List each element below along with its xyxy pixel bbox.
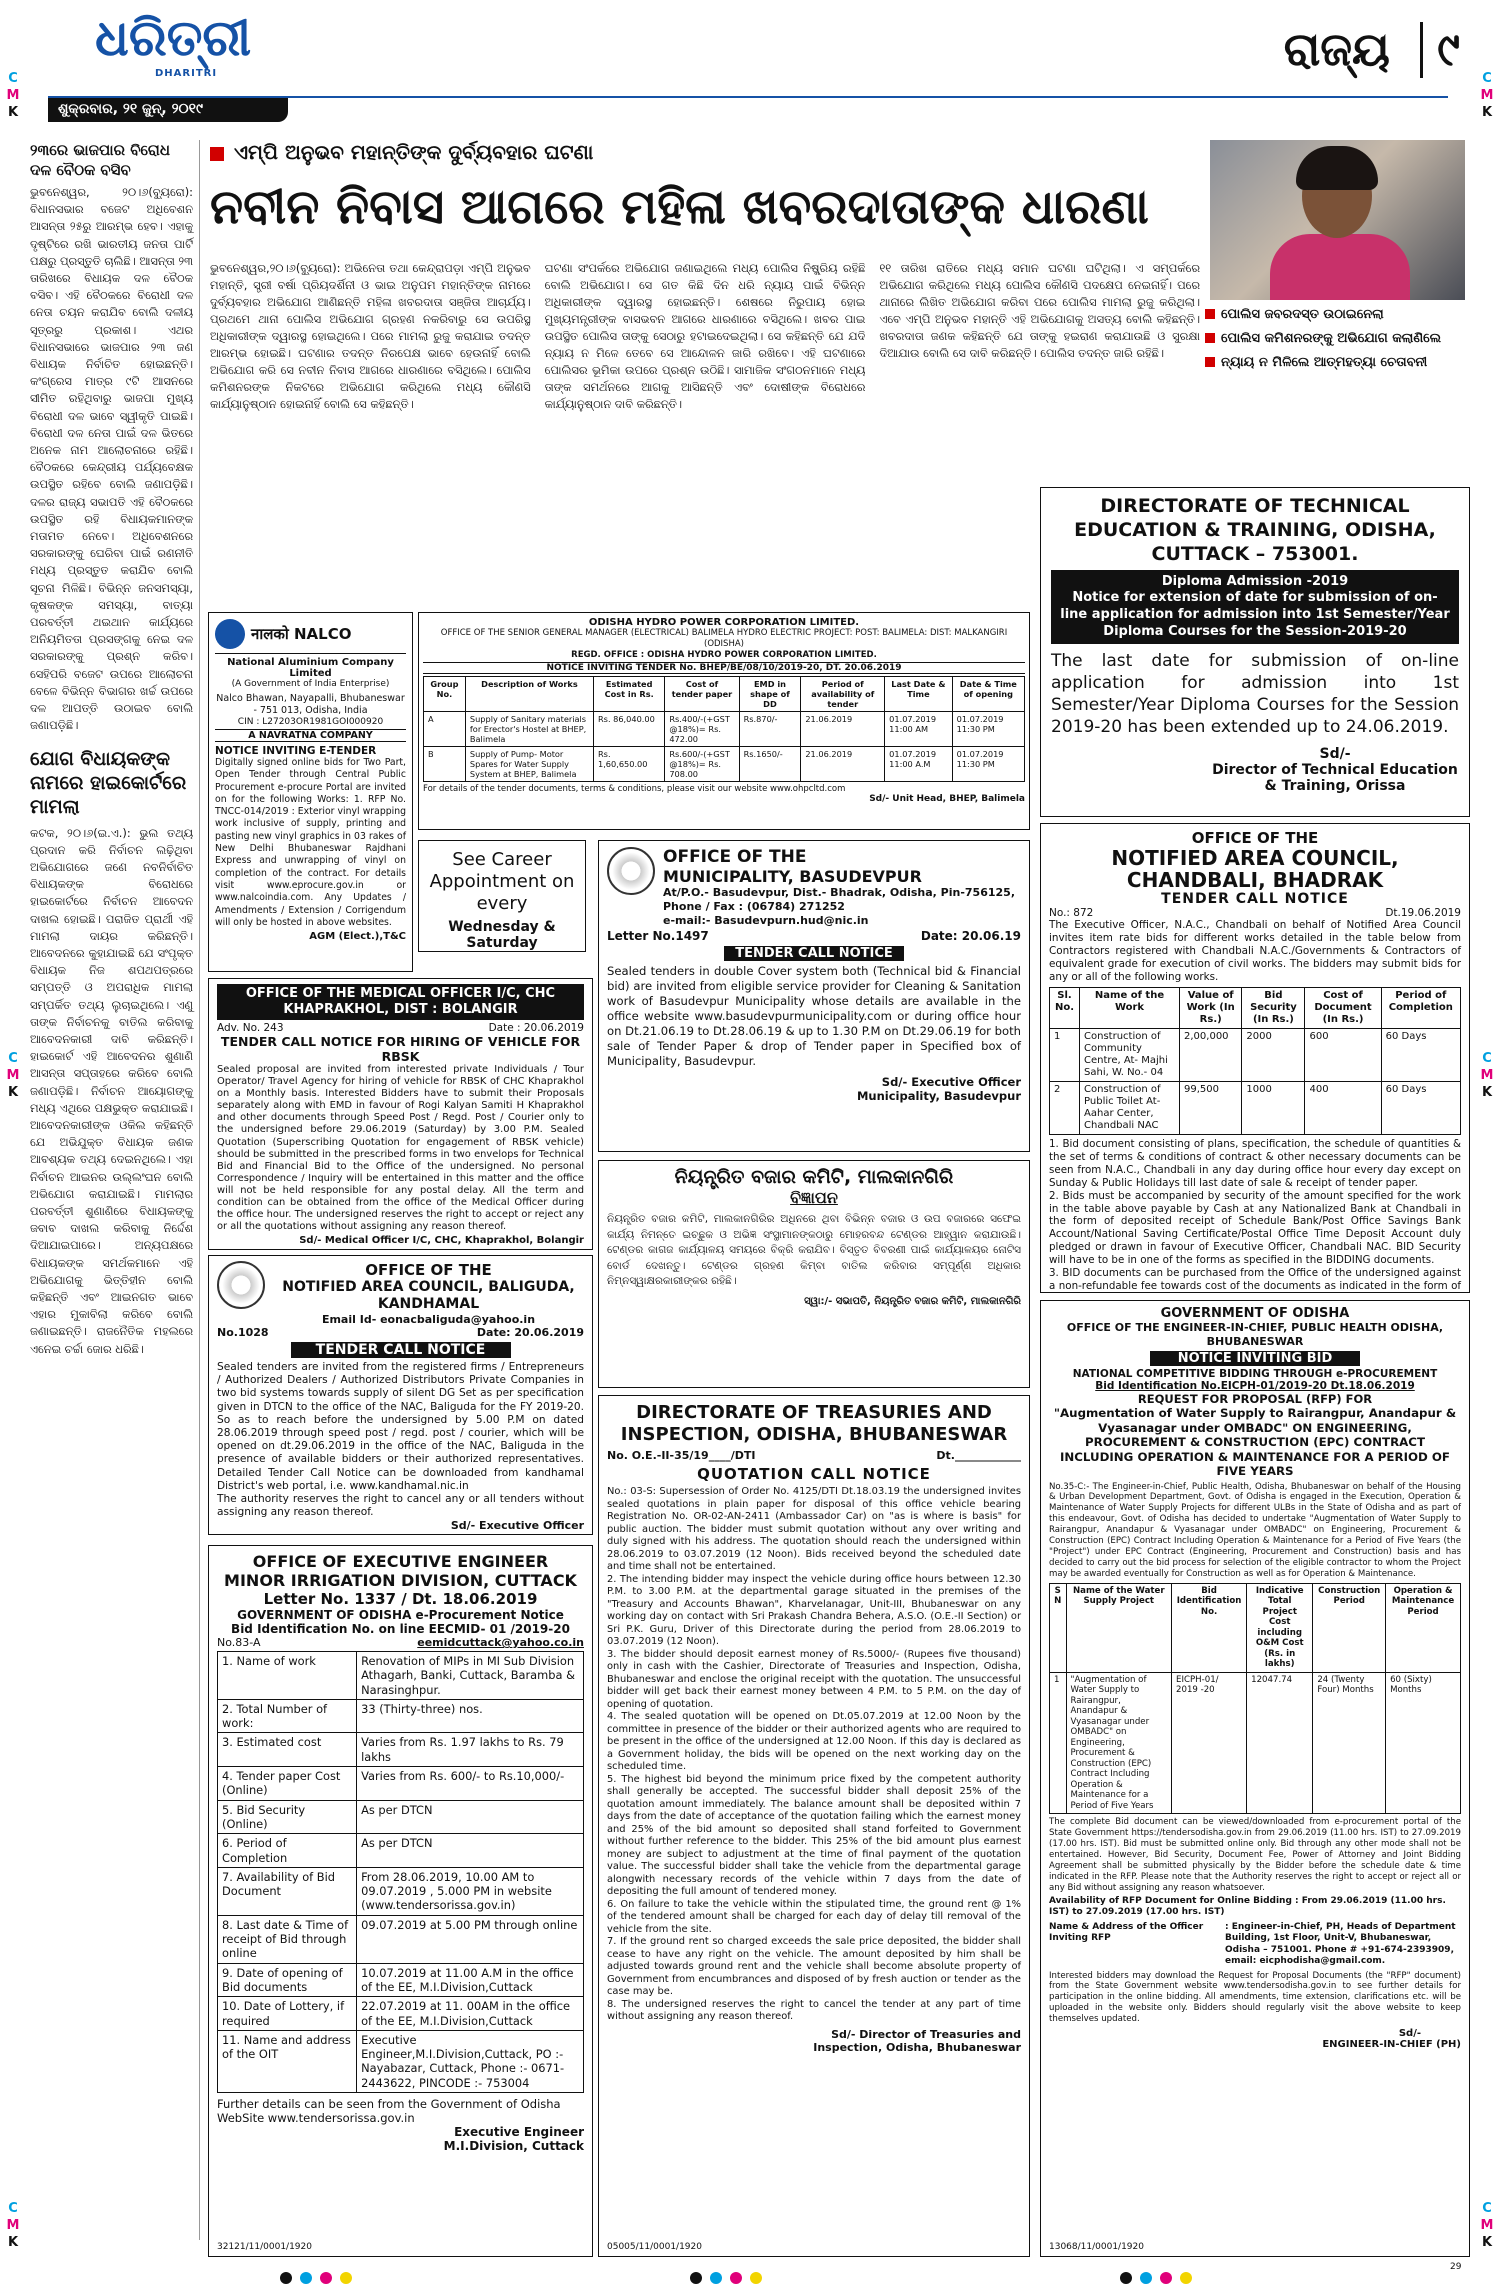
registration-mark: C M K	[1480, 1051, 1494, 1100]
phe-rfp: REQUEST FOR PROPOSAL (RFP) FOR	[1137, 1392, 1373, 1406]
treasury-dt: Dt.____________	[936, 1449, 1021, 1462]
table-cell: 4. Tender paper Cost (Online)	[218, 1767, 357, 1801]
highlight-item: ପୋଲିସ କମିଶନରଙ୍କୁ ଅଭିଯୋଗ କଲାଣିଲେ	[1205, 329, 1470, 348]
table-header-cell: Cost of Document (In Rs.)	[1305, 988, 1381, 1029]
treasury-reg: 05005/11/0001/1920	[607, 2242, 702, 2252]
table-header-cell: Description of Works	[465, 677, 593, 712]
khaprakhol-title: OFFICE OF THE MEDICAL OFFICER I/C, CHC KHAPRAKHOL, DIST : BOLANGIR	[217, 984, 584, 1020]
table-cell: 11. Name and address of the OIT	[218, 2030, 357, 2092]
registration-mark: C M K	[6, 2201, 20, 2250]
khaprakhol-body: Sealed proposal are invited from interested private Individuals / Tour Operator/ Travel Agency for hiring of vehicle for RBSK of CHC Khaprakhol on a Monthly basis. Interested Bidders have to submit their Proposals separately along with EMD in favour of Rogi Kalyan Samiti H Khaprakhol and other documents through Speed Post / Regd. Post / Courier only to the undersigned before 29.06.2019 (Saturday) by 3.00 P.M. Sealed Quotation (Superscribing Quotation for engagement of RBSK vehicle) should be submitted in the prescribed forms in two envelops for Technical Bid and Financial Bid to the Office of the undersigned. No personal Correspondence / Inquiry will be entertained in this matter and the office will not be held responsible for any postal delay. All the term and condition can be obtained from the office of the Medical Officer during the office hour. The undersigned reserves the right to accept or reject any or all the quotations without assigning any reason thereof.	[217, 1064, 584, 1233]
table-header-cell: Indicative Total Project Cost including O&M Cost (Rs. in lakhs)	[1247, 1583, 1313, 1672]
nac-emblem-icon	[217, 1261, 265, 1309]
phe-body2: The complete Bid document can be viewed/downloaded from e-procurement portal of the State Government https://tendersodisha.gov.in from 29.06.2019 (11.00 hrs. IST) to 27.09.2019 (17.00 hrs. IST). Bid must be submitted online only. Bid through any other mode shall not be entertained. However, Bid Security, Document Fee, Power of Attorney and Joint Bidding Agreement shall be submitted physically by the Bidder before the schedule date & time indicated in the RFP. Please note that the Authority reserves the right to accept or reject all or any Bid without assigning any reason whatsoever.	[1049, 1817, 1461, 1893]
story-column: ଭୁବନେଶ୍ୱର,୨୦।୬(ବ୍ୟୁରୋ): ଅଭିନେତା ତଥା କେନ୍ଦ୍ରାପଡ଼ା ଏମ୍‌ପି ଅନୁଭବ ମହାନ୍ତି, ସ୍ତ୍ରୀ ବର୍ଷା ପ୍ରିୟଦର୍ଶିନୀ ଓ ଭାଇ ଅନୁପମ ମହାନ୍ତିଙ୍କ ନାମରେ ଦୁର୍ବ୍ୟବହାର ଅଭିଯୋଗ ଆଣିଛନ୍ତି ମହିଳା ଖବରଦାତା ସଞ୍ଜିତା ଆଚାର୍ଯ୍ୟ। ପ୍ରଥମେ ଥାନା ପୋଲିସ ଅଭିଯୋଗ ଗ୍ରହଣ ନକରିବାରୁ ସେ ଉପରିସ୍ଥ ଅଧିକାରୀଙ୍କ ଦ୍ୱାରସ୍ଥ ହୋଇଥିଲେ। ପରେ ମାମଲା ରୁଜୁ କରାଯାଇ ତଦନ୍ତ ଆରମ୍ଭ ହୋଇଛି। ଘଟଣାର ତଦନ୍ତ ନିରପେକ୍ଷ ଭାବେ ହେଉନାହିଁ ବୋଲି ଅଭିଯୋଗ କରି ସେ ନବୀନ ନିବାସ ଆଗରେ ଧାରଣାରେ ବସିଥିଲେ। ପୋଲିସ କମିଶନରଙ୍କ ନିକଟରେ ଅଭିଯୋଗ କରିଥିଲେ ମଧ୍ୟ କୌଣସି କାର୍ଯ୍ୟାନୁଷ୍ଠାନ ହୋଇନାହିଁ ବୋଲି ସେ କହିଛନ୍ତି।	[210, 261, 531, 411]
nalco-tender-head: NOTICE INVITING E-TENDER	[215, 745, 377, 757]
mi-table	[217, 1651, 584, 2093]
table-cell: Rs. 1,60,650.00	[593, 747, 664, 782]
phe-table	[1049, 1583, 1461, 1815]
table-row	[218, 1867, 584, 1915]
table-cell: Renovation of MIPs in MI Sub Division Athagarh, Banki, Cuttack, Baramba & Narasinghpur.	[357, 1652, 584, 1700]
table-cell: As per DTCN	[357, 1800, 584, 1834]
table-cell: 01.07.2019 11:30 PM	[952, 747, 1024, 782]
table-header-cell: Bid Security (In Rs.)	[1242, 988, 1305, 1029]
section-name: ରାଜ୍ୟ	[1283, 22, 1390, 76]
table-cell: 1000	[1242, 1082, 1305, 1135]
table-cell: 21.06.2019	[801, 712, 885, 747]
nalco-brand: नालको NALCO	[251, 625, 352, 643]
table-cell: 2	[1050, 1082, 1080, 1135]
basudevpur-email: e-mail:- Basudevpurn.hud@nic.in	[663, 914, 869, 927]
phe-tag: NOTICE INVITING BID	[1150, 1351, 1360, 1366]
table-cell: Rs.400/-(+GST @18%)= Rs. 472.00	[665, 712, 739, 747]
table-cell: 09.07.2019 at 5.00 PM through online	[357, 1915, 584, 1963]
phe-addr-label: Name & Address of the Officer Inviting RFP	[1049, 1921, 1204, 1943]
nalco-cin: CIN : L27203OR1981GOI000920	[237, 717, 384, 727]
table-cell: 7. Availability of Bid Document	[218, 1867, 357, 1915]
phe-reg: 13068/11/0001/1920	[1049, 2242, 1144, 2252]
chandbali-body: The Executive Officer, N.A.C., Chandbali on behalf of Notified Area Council invites item rate bids for different works detailed in the table below from Contractors registered with Chandbali N.A.C./Governments & Contractors of equivalent grade for execution of civil works. The bidders may submit bids for any or all of the following works.	[1049, 919, 1461, 983]
table-header-cell: Period of Completion	[1381, 988, 1460, 1029]
condition-item: 1. Bid document consisting of plans, specification, the schedule of quantities & the set of terms & conditions of contract & other necessary documents can be seen from N.A.C., Chandbali in any day during office hour every day except on Sunday & Public Holidays till last date of sale & receipt of tender paper.	[1049, 1138, 1461, 1189]
table-header-cell: Group No.	[424, 677, 466, 712]
nalco-sub: (A Government of India Enterprise)	[231, 679, 390, 689]
mi-reg: 32121/11/0001/1920	[217, 2242, 312, 2252]
basudevpur-letter: Letter No.1497	[607, 929, 709, 943]
color-dot	[280, 2272, 292, 2284]
mi-further: Further details can be seen from the Government of Odisha WebSite www.tendersorissa.gov.in	[217, 2097, 561, 2126]
phe-sign2: ENGINEER-IN-CHIEF (PH)	[1322, 2039, 1461, 2051]
table-header-cell: Estimated Cost in Rs.	[593, 677, 664, 712]
khaprakhol-head: TENDER CALL NOTICE FOR HIRING OF VEHICLE FOR RBSK	[220, 1034, 581, 1064]
treasury-quotation-ad	[598, 1395, 1030, 2257]
mi-title2: MINOR IRRIGATION DIVISION, CUTTACK	[224, 1571, 577, 1590]
registration-mark: C M K	[1480, 2201, 1494, 2250]
khaprakhol-date: Date : 20.06.2019	[488, 1022, 584, 1034]
table-cell: 01.07.2019 11:00 A.M	[885, 747, 952, 782]
treasury-sign2: Inspection, Odisha, Bhubaneswar	[813, 2040, 1021, 2054]
ohpc-sign: Sd/- Unit Head, BHEP, Balimela	[869, 794, 1025, 804]
basudevpur-sign2: Municipality, Basudevpur	[856, 1089, 1021, 1103]
table-header-cell: Operation & Maintenance Period	[1386, 1583, 1461, 1672]
table-row	[218, 1963, 584, 1997]
table-cell: 5. Bid Security (Online)	[218, 1800, 357, 1834]
baliguda-body: Sealed tenders are invited from the registered firms / Entrepreneurs / Authorized Dealers / Authorized Distributors Private Companies in two bid systems towards supply of silent DG Set as per specification given in DTCN to the office of the NAC, Baliguda for the FY 2019-20. So as to reach before the undersigned by 5.00 P.M on dated 28.06.2019 through speed post / regd. post / courier, which will be opened on dt.29.06.2019 in the office of the NAC, Baliguda in the presence of available bidders or their authorized representatives. Detailed Tender Call Notice can be downloaded from kandhamal District's web portal, i.e. www.kandhamal.nic.in	[217, 1361, 584, 1492]
treasury-body: No.: 03-S: Supersession of Order No. 4125/DTI Dt.18.03.19 the undersigned invites sealed quotations in plain paper for disposal of this office vehicle bearing Registration No. OR-02-AN-2411 (Ambassador Car) on "as is where is basis" for public auction. The bidder must submit quotation without any over writing and duly signed with his address. The quotation should reach the undersigned within 28.06.2019 to 03.07.2019 (12 Noon). Bids received beyond the scheduled date and time shall not be entertained. 2. The intending bidder may inspect the vehicle during office hours between 12.30 P.M. to 3.00 P.M. at the departmental garage situated in the premises of the "Treasury and Accounts Bhawan", Kharvelanagar, Unit-III, Bhubaneswar on any working day on contact with Sri Prakash Chandra Behera, A.S.O. (O.E.-II Section) or Sri P.K. Guru, Driver of this Directorate during the period from 28.06.2019 to 03.07.2019 (12 Noon). 3. The bidder should deposit earnest money of Rs.5000/- (Rupees five thousand) only in cash with the Cashier, Directorate of Treasuries and Inspection, Odisha, Bhubaneswar and enclose the original receipt with the quotation. The unsuccessful bidder will get back their earnest money between 4 P.M. to 5 P.M. on the day of opening of quotation. 4. The sealed quotation will be opened on Dt.05.07.2019 at 12.00 Noon by the committee in presence of the bidder or their authorized agents who are required to be present in the office of the undersigned at 12.00 Noon. If this day is declared as a Government holiday, the bids will be opened on the next working day on the scheduled time. 5. The highest bid beyond the minimum price fixed by the competent authority shall generally be accepted. The successful bidder shall deposit 25% of the quotation amount immediately. The balance amount shall be deposited within 7 days from the date of acceptance of the quotation failing which the earnest money and 25% of the bid amount so deposited shall stand forfeited to Government without further reference to the bidder. This 25% of the bid amount plus earnest money are subject to adjustment at the time of final payment of the quotation value. The successful bidder shall take the vehicle from the departmental garage alongwith necessary records of the vehicle within 7 days from the date of depositing the full amount of tendered money. 6. On failure to take the vehicle within the stipulated time, the ground rent @ 1% of the tendered amount shall be charged for each day of delay till removal of the vehicle from the site. 7. If the ground rent so charged exceeds the sale price deposited, the bidder shall cease to have any right on the vehicle. The amount deposited by him shall be adjusted towards ground rent and the vehicle shall become absolute property of Government from encumbrances and disposed of by fresh auction or tender as the case may be. 8. The undersigned reserves the right to cancel the tender at any part of time without assigning any reason thereof.	[607, 1486, 1021, 2022]
table-cell: Rs.1650/-	[739, 747, 801, 782]
dte-title: DIRECTORATE OF TECHNICAL EDUCATION & TRAINING, ODISHA, CUTTACK – 753001.	[1074, 495, 1436, 565]
table-row	[1050, 1029, 1461, 1082]
mi-letter: Letter No. 1337 / Dt. 18.06.2019	[263, 1590, 538, 1608]
baliguda-no: No.1028	[217, 1326, 269, 1339]
baliguda-title2: NOTIFIED AREA COUNCIL, BALIGUDA, KANDHAMAL	[282, 1279, 575, 1312]
table-cell: 6. Period of Completion	[218, 1834, 357, 1868]
basudevpur-title2: MUNICIPALITY, BASUDEVPUR	[663, 867, 922, 886]
color-dot	[710, 2272, 722, 2284]
story-column: ଘଟଣା ସଂପର୍କରେ ଅଭିଯୋଗ ଜଣାଇଥିଲେ ମଧ୍ୟ ପୋଲିସ ନିଷ୍କ୍ରିୟ ରହିଛି ବୋଲି ଅଭିଯୋଗ। ସେ ଗତ କିଛି ଦିନ ଧରି ନ୍ୟାୟ ପାଇଁ ବିଭିନ୍ନ ଅଧିକାରୀଙ୍କ ଦ୍ୱାରସ୍ଥ ହୋଇଛନ୍ତି। ଶେଷରେ ନିରୁପାୟ ହୋଇ ମୁଖ୍ୟମନ୍ତ୍ରୀଙ୍କ ବାସଭବନ ଆଗରେ ଧାରଣାରେ ବସିଥିଲେ। ଖବର ପାଇ ଉପସ୍ଥିତ ପୋଲିସ ତାଙ୍କୁ ସେଠାରୁ ହଟାଇଦେଇଥିଲା। ସେ କହିଛନ୍ତି ଯେ ଯଦି ନ୍ୟାୟ ନ ମିଳେ ତେବେ ସେ ଆନ୍ଦୋଳନ ଜାରି ରଖିବେ। ଏହି ଘଟଣାରେ ପୋଲିସର ଭୂମିକା ଉପରେ ପ୍ରଶ୍ନ ଉଠିଛି। ସାମାଜିକ ସଂଗଠନମାନେ ମଧ୍ୟ ତାଙ୍କ ସମର୍ଥନରେ ଆଗକୁ ଆସିଛନ୍ତି ଏବଂ ଦୋଷୀଙ୍କ ବିରୋଧରେ କାର୍ଯ୍ୟାନୁଷ୍ଠାନ ଦାବି କରିଛନ୍ତି।	[544, 261, 866, 411]
table-cell: B	[424, 747, 466, 782]
table-header-cell: Cost of tender paper	[665, 677, 739, 712]
phe-sign1: Sd/-	[1398, 2028, 1421, 2040]
dte-sign3: & Training, Orissa	[1264, 778, 1406, 794]
career-days: Wednesday & Saturday	[448, 919, 556, 951]
malkangiri-title: ନିୟନ୍ତ୍ରିତ ବଜାର କମିଟି, ମାଲକାନଗିରି	[674, 1166, 954, 1188]
table-row	[218, 1800, 584, 1834]
nalco-tender-ad	[208, 612, 413, 972]
mi-bid: Bid Identification No. on line EECMID- 01 /2019-20	[231, 1622, 570, 1636]
phe-gov: GOVERNMENT OF ODISHA	[1160, 1306, 1350, 1321]
mi-ref: No.83-A	[217, 1636, 261, 1649]
color-dot	[1180, 2272, 1192, 2284]
baliguda-sign2	[217, 1532, 584, 1535]
table-cell: Rs.600/-(+GST @18%)= Rs. 708.00	[665, 747, 739, 782]
table-row	[424, 712, 1025, 747]
table-cell: 2,00,000	[1180, 1029, 1242, 1082]
registration-mark: C M K	[1480, 71, 1494, 120]
dte-sign2: Director of Technical Education	[1212, 762, 1458, 778]
reporter-photo	[1210, 140, 1465, 300]
malkangiri-market-ad	[598, 1160, 1030, 1388]
table-cell: 1. Name of work	[218, 1652, 357, 1700]
condition-item: 2. Bids must be accompanied by security of the amount specified for the work in the table above payable by Cash at any Nationalized Bank at Chandbali in the form of deposited receipt of Schedule Bank/Post Office Savings Bank Account/National Saving Certificate/Postal Office Time Deposit Account duly pledged or drawn in favour of Executive Officer, Chandbali NAC. BID Security will have to be in one of the forms as specified in the BIDDING documents.	[1049, 1189, 1461, 1267]
baliguda-email: Email Id- eonacbaliguda@yahoo.in	[321, 1313, 536, 1326]
color-dot	[750, 2272, 762, 2284]
left-story2-headline: ଯୋଗ ବିଧାୟକଙ୍କ ନାମରେ ହାଇକୋର୍ଟରେ ମାମଲା	[30, 747, 187, 818]
dte-box-text: Notice for extension of date for submission of on-line application for admission into 1st Semester/Year Diploma Courses for the Session-2019-20	[1060, 590, 1450, 639]
chandbali-date: Dt.19.06.2019	[1385, 907, 1461, 919]
table-header-cell: Sl. No.	[1050, 988, 1080, 1029]
mi-sign1: Executive Engineer	[454, 2125, 584, 2140]
table-cell: 60 Days	[1381, 1082, 1460, 1135]
basudevpur-date: Date: 20.06.19	[920, 929, 1021, 943]
basudevpur-tag: TENDER CALL NOTICE	[724, 946, 904, 961]
table-cell: EICPH-01/ 2019 -20	[1172, 1672, 1247, 1814]
date-bar	[48, 96, 1448, 120]
chandbali-title2: NOTIFIED AREA COUNCIL, CHANDBALI, BHADRAK	[1111, 846, 1399, 892]
left-story-body: ଭୁବନେଶ୍ୱର, ୨୦।୬(ବ୍ୟୁରୋ): ବିଧାନସଭାର ବଜେଟ ଅଧିବେଶନ ଆସନ୍ତା ୨୫ରୁ ଆରମ୍ଭ ହେବ। ଏହାକୁ ଦୃଷ୍ଟିରେ ରଖି ଭାରତୀୟ ଜନତା ପାର୍ଟି ପକ୍ଷରୁ ପ୍ରସ୍ତୁତି ଚାଲିଛି। ଆସନ୍ତା ୨୩ ତାରିଖରେ ବିଧାୟକ ଦଳ ବୈଠକ ବସିବ। ଏହି ବୈଠକରେ ବିରୋଧୀ ଦଳ ନେତା ଚୟନ କରାଯିବ ବୋଲି ଦଳୀୟ ସୂତ୍ରରୁ ପ୍ରକାଶ। ଏଥର ବିଧାନସଭାରେ ଭାଜପାର ୨୩ ଜଣ ବିଧାୟକ ନିର୍ବାଚିତ ହୋଇଛନ୍ତି। କଂଗ୍ରେସ ମାତ୍ର ୯ଟି ଆସନରେ ସୀମିତ ରହିଥିବାରୁ ଭାଜପା ମୁଖ୍ୟ ବିରୋଧୀ ଦଳ ଭାବେ ସ୍ୱୀକୃତି ପାଇଛି। ବିରୋଧୀ ଦଳ ନେତା ପାଇଁ ଦଳ ଭିତରେ ଅନେକ ନାମ ଆଲୋଚନାରେ ରହିଛି। ବୈଠକରେ କେନ୍ଦ୍ରୀୟ ପର୍ଯ୍ୟବେକ୍ଷକ ଉପସ୍ଥିତ ରହିବେ ବୋଲି ଜଣାପଡ଼ିଛି। ଦଳର ରାଜ୍ୟ ସଭାପତି ଏହି ବୈଠକରେ ଉପସ୍ଥିତ ରହି ବିଧାୟକମାନଙ୍କ ମତାମତ ନେବେ। ଅଧିବେଶନରେ ସରକାରଙ୍କୁ ଘେରିବା ପାଇଁ ରଣନୀତି ମଧ୍ୟ ପ୍ରସ୍ତୁତ କରାଯିବ ବୋଲି ସୂଚନା ମିଳିଛି। ବିଭିନ୍ନ ଜନସମସ୍ୟା, କୃଷକଙ୍କ ସମସ୍ୟା, ବାତ୍ୟା ପରବର୍ତ୍ତୀ ଥଇଥାନ କାର୍ଯ୍ୟରେ ଅନିୟମିତତା ପ୍ରସଙ୍ଗକୁ ନେଇ ଦଳ ସରକାରଙ୍କୁ ପ୍ରଶ୍ନ କରିବ। ସେହିପରି ବଜେଟ ଉପରେ ଆଲୋଚନା ବେଳେ ବିଭିନ୍ନ ବିଭାଗର ଖର୍ଚ୍ଚ ଉପରେ ଦଳ ଆପତ୍ତି ଉଠାଇବ ବୋଲି ଜଣାପଡ଼ିଛି।	[30, 185, 193, 733]
left-news-column	[30, 140, 200, 2240]
nalco-logo-icon	[215, 619, 245, 649]
masthead	[0, 0, 1500, 150]
table-cell: 3. Estimated cost	[218, 1733, 357, 1767]
dte-admission-notice	[1040, 487, 1470, 817]
phe-bid: Bid Identification No.EICPH-01/2019-20 Dt.18.06.2019	[1095, 1380, 1415, 1392]
chandbali-tender-ad	[1040, 823, 1470, 1293]
table-row	[218, 1652, 584, 1700]
table-row	[218, 1834, 584, 1868]
ohpc-tender-ad	[418, 612, 1030, 830]
phe-avail: Availability of RFP Document for Online Bidding : From 29.06.2019 (11.00 hrs. IST) to 27.09.2019 (17.00 hrs. IST)	[1049, 1895, 1446, 1917]
color-dot	[730, 2272, 742, 2284]
table-cell: "Augmentation of Water Supply to Rairangpur, Anandapur & Vyasanagar under OMBADC" on Engineering, Procurement & Construction (EPC) Contract Including Operation & Maintenance for a Period of Five Years	[1066, 1672, 1172, 1814]
table-header-cell: Name of the Water Supply Project	[1066, 1583, 1172, 1672]
nalco-body: Digitally signed online bids for Two Part, Open Tender through Central Public Procurement e-procure Portal are invited on for the following Works: 1. RFP No. TNCC-014/2019 : Exterior vinyl wrapping work inclusive of supply, printing and pasting new vinyl graphics in 03 rakes of New Delhi Bhubaneswar Rajdhani Express and unwrapping of vinyl on completion of the contract. For details visit www.eprocure.gov.in or www.nalcoindia.com. Any Updates / Amendments / Extension / Corrigendum will only be hosted in above websites.	[215, 757, 406, 928]
table-cell: Executive Engineer,M.I.Division,Cuttack, PO :- Nayabazar, Cuttack, Phone :- 0671-2443622, PINCODE :- 753004	[357, 2030, 584, 2092]
table-row	[218, 1733, 584, 1767]
treasury-no: No. O.E.-II-35/19____/DTI	[607, 1449, 756, 1462]
ohpc-head1: ODISHA HYDRO POWER CORPORATION LIMITED.	[588, 617, 860, 628]
table-cell: 60 Days	[1381, 1029, 1460, 1082]
chandbali-no: No.: 872	[1049, 907, 1094, 919]
logo-subtext: DHARITRI	[155, 68, 218, 79]
table-cell: Varies from Rs. 1.97 lakhs to Rs. 79 lakhs	[357, 1733, 584, 1767]
table-cell: 2. Total Number of work:	[218, 1699, 357, 1733]
basudevpur-address: At/P.O.- Basudevpur, Dist.- Bhadrak, Odisha, Pin-756125, Phone / Fax : (06784) 271252	[663, 886, 1016, 913]
treasury-tag: QUOTATION CALL NOTICE	[697, 1465, 931, 1483]
baliguda-date: Date: 20.06.2019	[476, 1326, 584, 1339]
table-header-cell: S N	[1050, 1583, 1067, 1672]
table-cell: Supply of Pump- Motor Spares for Water Supply System at BHEP, Balimela	[465, 747, 593, 782]
highlight-item: ପୋଲିସ ଜବରଦସ୍ତ ଉଠାଇନେଲା	[1205, 305, 1470, 324]
malkangiri-sign: ସ୍ୱା:/- ସଭାପତି, ନିୟନ୍ତ୍ରିତ ବଜାର କମିଟି, ମାଲକାନଗିରି	[804, 1295, 1021, 1307]
table-header-cell: Date & Time of opening	[952, 677, 1024, 712]
table-cell: Rs. 86,040.00	[593, 712, 664, 747]
table-cell: 12047.74	[1247, 1672, 1313, 1814]
mi-title1: OFFICE OF EXECUTIVE ENGINEER	[252, 1552, 549, 1571]
color-dot	[300, 2272, 312, 2284]
khaprakhol-tender-ad	[208, 978, 593, 1250]
color-dot	[1160, 2272, 1172, 2284]
phe-body: No.35-C:- The Engineer-in-Chief, Public Health, Odisha, Bhubaneswar on behalf of the Housing & Urban Development Department, Govt. of Odisha is engaged in the Execution, Operation & Maintenance of Water Supply Projects for different ULBs in the State of Odisha and as part of this endeavour, Govt. of Odisha has decided to undertake "Augmentation of Water Supply to Rairangpur, Anandapur & Vyasanagar under OMBADC" on Engineering, Procurement & Construction (EPC) Contract Including Operation & Maintenance for a Period of Five Years (the "Project") under EPC Contract (Engineering, Procurement and Construction) basis and has decided to carry out the bid process for selection of the eligible contractor to whom the Project may be awarded eventually for Construction as well as for Operation & Maintenance.	[1049, 1481, 1461, 1579]
table-row	[218, 1699, 584, 1733]
phe-body3: Interested bidders may download the Request for Proposal Documents (the "RFP" document) from the State Government website www.tendersodisha.gov.in to see further details for participation in the online bidding. All amendments, time extension, clarifications etc. will be uploaded in the website only. Bidders should regularly visit the above website to keep themselves updated.	[1049, 1970, 1461, 2025]
table-cell: 9. Date of opening of Bid documents	[218, 1963, 357, 1997]
dte-body: The last date for submission of on-line application for admission into 1st Semester/Year Diploma Courses for the Session 2019-20 has been extended up to 24.06.2019.	[1051, 651, 1459, 737]
career-promo	[418, 840, 586, 952]
table-cell: 400	[1305, 1082, 1381, 1135]
table-row	[1050, 1082, 1461, 1135]
table-cell: 1	[1050, 1029, 1080, 1082]
ohpc-footer: For details of the tender documents, terms & conditions, please visit our website www.ohpcltd.com	[423, 784, 846, 794]
malkangiri-body: ନିୟନ୍ତ୍ରିତ ବଜାର କମିଟି, ମାଲକାନଗିରିର ଅଧିନରେ ଥିବା ବିଭିନ୍ନ ବଜାର ଓ ଉପ ବଜାରରେ ସଫେଇ କାର୍ଯ୍ୟ ନିମନ୍ତେ ଇଚ୍ଛୁକ ଓ ଅଭିଜ୍ଞ ସଂସ୍ଥାମାନଙ୍କଠାରୁ ମୋହରବନ୍ଦ ଟେଣ୍ଡର ଆହ୍ୱାନ କରାଯାଉଛି। ଟେଣ୍ଡର କାଗଜ କାର୍ଯ୍ୟାଳୟ ସମୟରେ ବିକ୍ରି କରାଯିବ। ବିସ୍ତୃତ ବିବରଣୀ ପାଇଁ କାର୍ଯ୍ୟାଳୟର ନୋଟିସ ବୋର୍ଡ ଦେଖନ୍ତୁ। ଟେଣ୍ଡର ଗ୍ରହଣ କିମ୍ବା ବାତିଲ କରିବାର ସମ୍ପୂର୍ଣ୍ଣ ଅଧିକାର ନିମ୍ନସ୍ୱାକ୍ଷରକାରୀଙ୍କର ରହିଛି।	[607, 1213, 1021, 1287]
table-cell: 01.07.2019 11:00 AM	[885, 712, 952, 747]
ohpc-tender-no: NOTICE INVITING TENDER No. BHEP/BE/08/10/2019-20, DT. 20.06.2019	[423, 662, 1025, 674]
table-header-cell: Bid Identification No.	[1172, 1583, 1247, 1672]
color-dot	[320, 2272, 332, 2284]
baliguda-tender-ad	[208, 1255, 593, 1535]
ohpc-table	[423, 676, 1025, 782]
story-kicker: ଏମ୍‌ପି ଅନୁଭବ ମହାନ୍ତିଙ୍କ ଦୁର୍ବ୍ୟବହାର ଘଟଣା	[210, 140, 593, 164]
table-header-cell: EMD in shape of DD	[739, 677, 801, 712]
color-dot	[1140, 2272, 1152, 2284]
table-cell: Varies from Rs. 600/- to Rs.10,000/-	[357, 1767, 584, 1801]
table-cell: Rs.870/-	[739, 712, 801, 747]
table-cell: 33 (Thirty-three) nos.	[357, 1699, 584, 1733]
table-cell: 10. Date of Lottery, if required	[218, 1997, 357, 2031]
story-column: ୧୧ ତାରିଖ ରାତିରେ ମଧ୍ୟ ସମାନ ଘଟଣା ଘଟିଥିଲା। ଏ ସମ୍ପର୍କରେ ଅଭିଯୋଗ କରିଥିଲେ ମଧ୍ୟ ପୋଲିସ କୌଣସି ପଦକ୍ଷେପ ନେଇନାହିଁ। ପରେ ଥାନାରେ ଲିଖିତ ଅଭିଯୋଗ କରିବା ପରେ ପୋଲିସ ମାମଲା ରୁଜୁ କରିଥିଲା। ଏବେ ଏମ୍‌ପି ଅନୁଭବ ମହାନ୍ତି ଏହି ଅଭିଯୋଗକୁ ଅସତ୍ୟ ବୋଲି କହିଛନ୍ତି। ଖବରଦାତା ଜଣକ କହିଛନ୍ତି ଯେ ତାଙ୍କୁ ହଇରାଣ କରାଯାଉଛି ଓ ସୁରକ୍ଷା ଦିଆଯାଉ ବୋଲି ସେ ଦାବି କରିଛନ୍ତି। ପୋଲିସ ତଦନ୍ତ ଜାରି ରହିଛି।	[879, 261, 1201, 360]
table-cell: A	[424, 712, 466, 747]
highlight-item: ନ୍ୟାୟ ନ ମିଳିଲେ ଆତ୍ମହତ୍ୟା ଚେତାବନୀ	[1205, 353, 1470, 372]
table-header-cell: Period of availability of tender	[801, 677, 885, 712]
table-header-cell: Last Date & Time	[885, 677, 952, 712]
logo-text: ଧରିତ୍ରୀ	[95, 9, 252, 67]
phe-bid-notice	[1040, 1300, 1470, 2257]
color-dot	[340, 2272, 352, 2284]
minor-irrigation-tender-ad	[208, 1545, 593, 2257]
table-cell: 8. Last date & Time of receipt of Bid through online	[218, 1915, 357, 1963]
baliguda-body2: The authority reserves the right to cancel any or all tenders without assigning any reason thereof.	[217, 1493, 584, 1519]
table-row	[218, 1915, 584, 1963]
malkangiri-sub: ବିଜ୍ଞାପନ	[790, 1188, 838, 1207]
ohpc-head3: REGD. OFFICE : ODISHA HYDRO POWER CORPORATION LIMITED.	[571, 650, 877, 660]
table-cell: 22.07.2019 at 11. 00AM in the office of the EE, M.I.Division,Cuttack	[357, 1997, 584, 2031]
left-story2-body: କଟକ, ୨୦।୬(ଇ.ଏ.): ଭୁଲ ତଥ୍ୟ ପ୍ରଦାନ କରି ନିର୍ବାଚନ ଲଢ଼ିଥିବା ଅଭିଯୋଗରେ ଜଣେ ନବନିର୍ବାଚିତ ବିଧାୟକଙ୍କ ବିରୋଧରେ ହାଇକୋର୍ଟରେ ନିର୍ବାଚନ ଆବେଦନ ଦାଖଲ ହୋଇଛି। ପରାଜିତ ପ୍ରାର୍ଥୀ ଏହି ମାମଲା ଦାୟର କରିଛନ୍ତି। ଆବେଦନରେ କୁହାଯାଇଛି ଯେ ସଂପୃକ୍ତ ବିଧାୟକ ନିଜ ଶପଥପତ୍ରରେ ସମ୍ପତ୍ତି ଓ ଅପରାଧିକ ମାମଲା ସମ୍ପର୍କିତ ତଥ୍ୟ ଲୁଚାଇଥିଲେ। ଏଣୁ ତାଙ୍କ ନିର୍ବାଚନକୁ ବାତିଲ କରିବାକୁ ଆବେଦନକାରୀ ଦାବି କରିଛନ୍ତି। ହାଇକୋର୍ଟ ଏହି ଆବେଦନର ଶୁଣାଣି ଆସନ୍ତା ସପ୍ତାହରେ କରିବେ ବୋଲି ଜଣାପଡ଼ିଛି। ନିର୍ବାଚନ ଆୟୋଗଙ୍କୁ ମଧ୍ୟ ଏଥିରେ ପକ୍ଷଭୁକ୍ତ କରାଯାଇଛି। ଆବେଦନକାରୀଙ୍କ ଓକିଲ କହିଛନ୍ତି ଯେ ଅଭିଯୁକ୍ତ ବିଧାୟକ ଜଣକ ଆବଶ୍ୟକ ତଥ୍ୟ ଦେଇନଥିଲେ। ଏହା ନିର୍ବାଚନ ଆଇନର ଉଲ୍ଲଂଘନ ବୋଲି ଅଭିଯୋଗ କରାଯାଇଛି। ମାମଲାର ପରବର୍ତ୍ତୀ ଶୁଣାଣିରେ ବିଧାୟକଙ୍କୁ ଜବାବ ଦାଖଲ କରିବାକୁ ନିର୍ଦ୍ଦେଶ ଦିଆଯାଇପାରେ। ଅନ୍ୟପକ୍ଷରେ ବିଧାୟକଙ୍କ ସମର୍ଥକମାନେ ଏହି ଅଭିଯୋଗକୁ ଭିତ୍ତିହୀନ ବୋଲି କହିଛନ୍ତି ଏବଂ ଆଇନଗତ ଭାବେ ଏହାର ମୁକାବିଲା କରିବେ ବୋଲି ଜଣାଇଛନ୍ତି। ରାଜନୈତିକ ମହଲରେ ଏନେଇ ଚର୍ଚ୍ଚା ଜୋର ଧରିଛି।	[30, 825, 193, 1356]
color-dot	[690, 2272, 702, 2284]
color-dot	[1120, 2272, 1132, 2284]
nalco-address: Nalco Bhawan, Nayapalli, Bhubaneswar - 751 013, Odisha, India	[216, 693, 405, 716]
nalco-sign: AGM (Elect.),T&C	[309, 931, 406, 943]
table-row	[424, 747, 1025, 782]
story-highlights	[1205, 305, 1470, 377]
table-row	[218, 2030, 584, 2092]
phe-project: "Augmentation of Water Supply to Rairangpur, Anandapur & Vyasanagar under OMBADC" ON ENGINEERING, PROCUREMENT & CONSTRUCTION (EPC) CONTRACT INCLUDING OPERATION & MAINTENANCE FOR A PERIOD OF FIVE YEARS	[1053, 1406, 1457, 1478]
table-cell: 1	[1050, 1672, 1067, 1814]
career-text: See Career Appointment on every	[429, 849, 575, 914]
baliguda-tag: TENDER CALL NOTICE	[291, 1342, 511, 1358]
treasury-title: DIRECTORATE OF TREASURIES AND INSPECTION, ODISHA, BHUBANESWAR	[620, 1402, 1008, 1445]
table-cell: 10.07.2019 at 11.00 A.M in the office of the EE, M.I.Division,Cuttack	[357, 1963, 584, 1997]
registration-mark: C M K	[6, 71, 20, 120]
table-cell: From 28.06.2019, 10.00 AM to 09.07.2019 , 5.000 PM in website (www.tendersorissa.gov.in)	[357, 1867, 584, 1915]
table-cell: 01.07.2019 11:30 PM	[952, 712, 1024, 747]
condition-item: 3. BID documents can be purchased from the Office of the undersigned against a non-refundable fee towards cost of the documents as indicated in the form of	[1049, 1267, 1461, 1292]
baliguda-title1: OFFICE OF THE	[365, 1261, 492, 1279]
left-story-headline: ୨୩ରେ ଭାଜପାର ବିରୋଧ ଦଳ ବୈଠକ ବସିବ	[30, 141, 171, 179]
table-cell: 99,500	[1180, 1082, 1242, 1135]
table-cell: Supply of Sanitary materials for Erector's Hostel at BHEP, Balimela	[465, 712, 593, 747]
phe-ncb: NATIONAL COMPETITIVE BIDDING THROUGH e-PROCUREMENT	[1072, 1368, 1438, 1380]
table-cell: 600	[1305, 1029, 1381, 1082]
footer-page-number: 29	[1450, 2262, 1462, 2272]
baliguda-sign1: Sd/- Executive Officer	[450, 1519, 584, 1533]
dte-box-title: Diploma Admission -2019	[1161, 574, 1349, 589]
table-cell: As per DTCN	[357, 1834, 584, 1868]
treasury-sign1: Sd/- Director of Treasuries and	[831, 2027, 1021, 2041]
mi-sign2: M.I.Division, Cuttack	[443, 2139, 584, 2154]
table-cell: Construction of Community Centre, At- Majhi Sahi, W. No.- 04	[1080, 1029, 1180, 1082]
basudevpur-tender-ad	[598, 840, 1030, 1152]
table-row	[218, 1767, 584, 1801]
khaprakhol-adv: Adv. No. 243	[217, 1022, 284, 1034]
table-cell: Construction of Public Toilet At- Aahar Center, Chandbali NAC	[1080, 1082, 1180, 1135]
municipality-emblem-icon	[607, 847, 655, 895]
phe-addr: : Engineer-in-Chief, PH, Heads of Department Building, 1st Floor, Unit-V, Bhubaneswar, Odisha – 751001. Phone # +91-674-2393909, email: eicphodisha@gmail.com.	[1225, 1921, 1456, 1966]
page-number: ୯	[1420, 22, 1460, 78]
chandbali-table	[1049, 987, 1461, 1135]
table-cell: 60 (Sixty) Months	[1386, 1672, 1461, 1814]
table-cell: 2000	[1242, 1029, 1305, 1082]
chandbali-title1: OFFICE OF THE	[1191, 829, 1319, 847]
table-cell: 24 (Twenty Four) Months	[1313, 1672, 1386, 1814]
basudevpur-body: Sealed tenders in double Cover system both (Technical bid & Financial bid) are invited from eligible service provider for Cleaning & Sanitation work of Basudevpur Municipality whose details are available in the office website www.basudevpurmunicipality.com or during office hour on Dt.21.06.19 to Dt.28.06.19 & up to 1.30 P.M on Dt.29.06.19 for both sale of Tender Paper & drop of Tender paper in Specified box of Municipality, Basudevpur.	[607, 964, 1021, 1068]
basudevpur-title1: OFFICE OF THE	[663, 847, 807, 867]
khaprakhol-sign: Sd/- Medical Officer I/C, CHC, Khaprakhol, Bolangir	[299, 1235, 584, 1247]
mi-gov: GOVERNMENT OF ODISHA e-Procurement Notice	[237, 1608, 564, 1622]
issue-date: ଶୁକ୍ରବାର, ୨୧ ଜୁନ୍, ୨୦୧୯	[48, 98, 288, 122]
registration-mark: C M K	[6, 1051, 20, 1100]
nalco-company: National Aluminium Company Limited	[227, 657, 394, 679]
chandbali-tag: TENDER CALL NOTICE	[1161, 891, 1349, 907]
mi-email: eemidcuttack@yahoo.co.in	[417, 1636, 584, 1649]
chandbali-conditions	[1049, 1138, 1461, 1293]
nalco-navratna: A NAVRATNA COMPANY	[215, 729, 406, 742]
table-header-cell: Construction Period	[1313, 1583, 1386, 1672]
story-headline: ନବୀନ ନିବାସ ଆଗରେ ମହିଳା ଖବରଦାତାଙ୍କ ଧାରଣା	[210, 179, 1149, 235]
basudevpur-sign1: Sd/- Executive Officer	[881, 1075, 1021, 1089]
table-header-cell: Name of the Work	[1080, 988, 1180, 1029]
phe-office: OFFICE OF THE ENGINEER-IN-CHIEF, PUBLIC HEALTH ODISHA, BHUBANESWAR	[1066, 1321, 1444, 1348]
table-header-cell: Value of Work (In Rs.)	[1180, 988, 1242, 1029]
dte-sign1: Sd/-	[1319, 746, 1351, 762]
table-cell: 21.06.2019	[801, 747, 885, 782]
ohpc-head2: OFFICE OF THE SENIOR GENERAL MANAGER (ELECTRICAL) BALIMELA HYDRO ELECTRIC PROJECT: POST: BALIMELA: DIST: MALKANGIRI (ODISHA)	[440, 628, 1008, 649]
newspaper-logo	[95, 8, 285, 86]
table-row	[218, 1997, 584, 2031]
